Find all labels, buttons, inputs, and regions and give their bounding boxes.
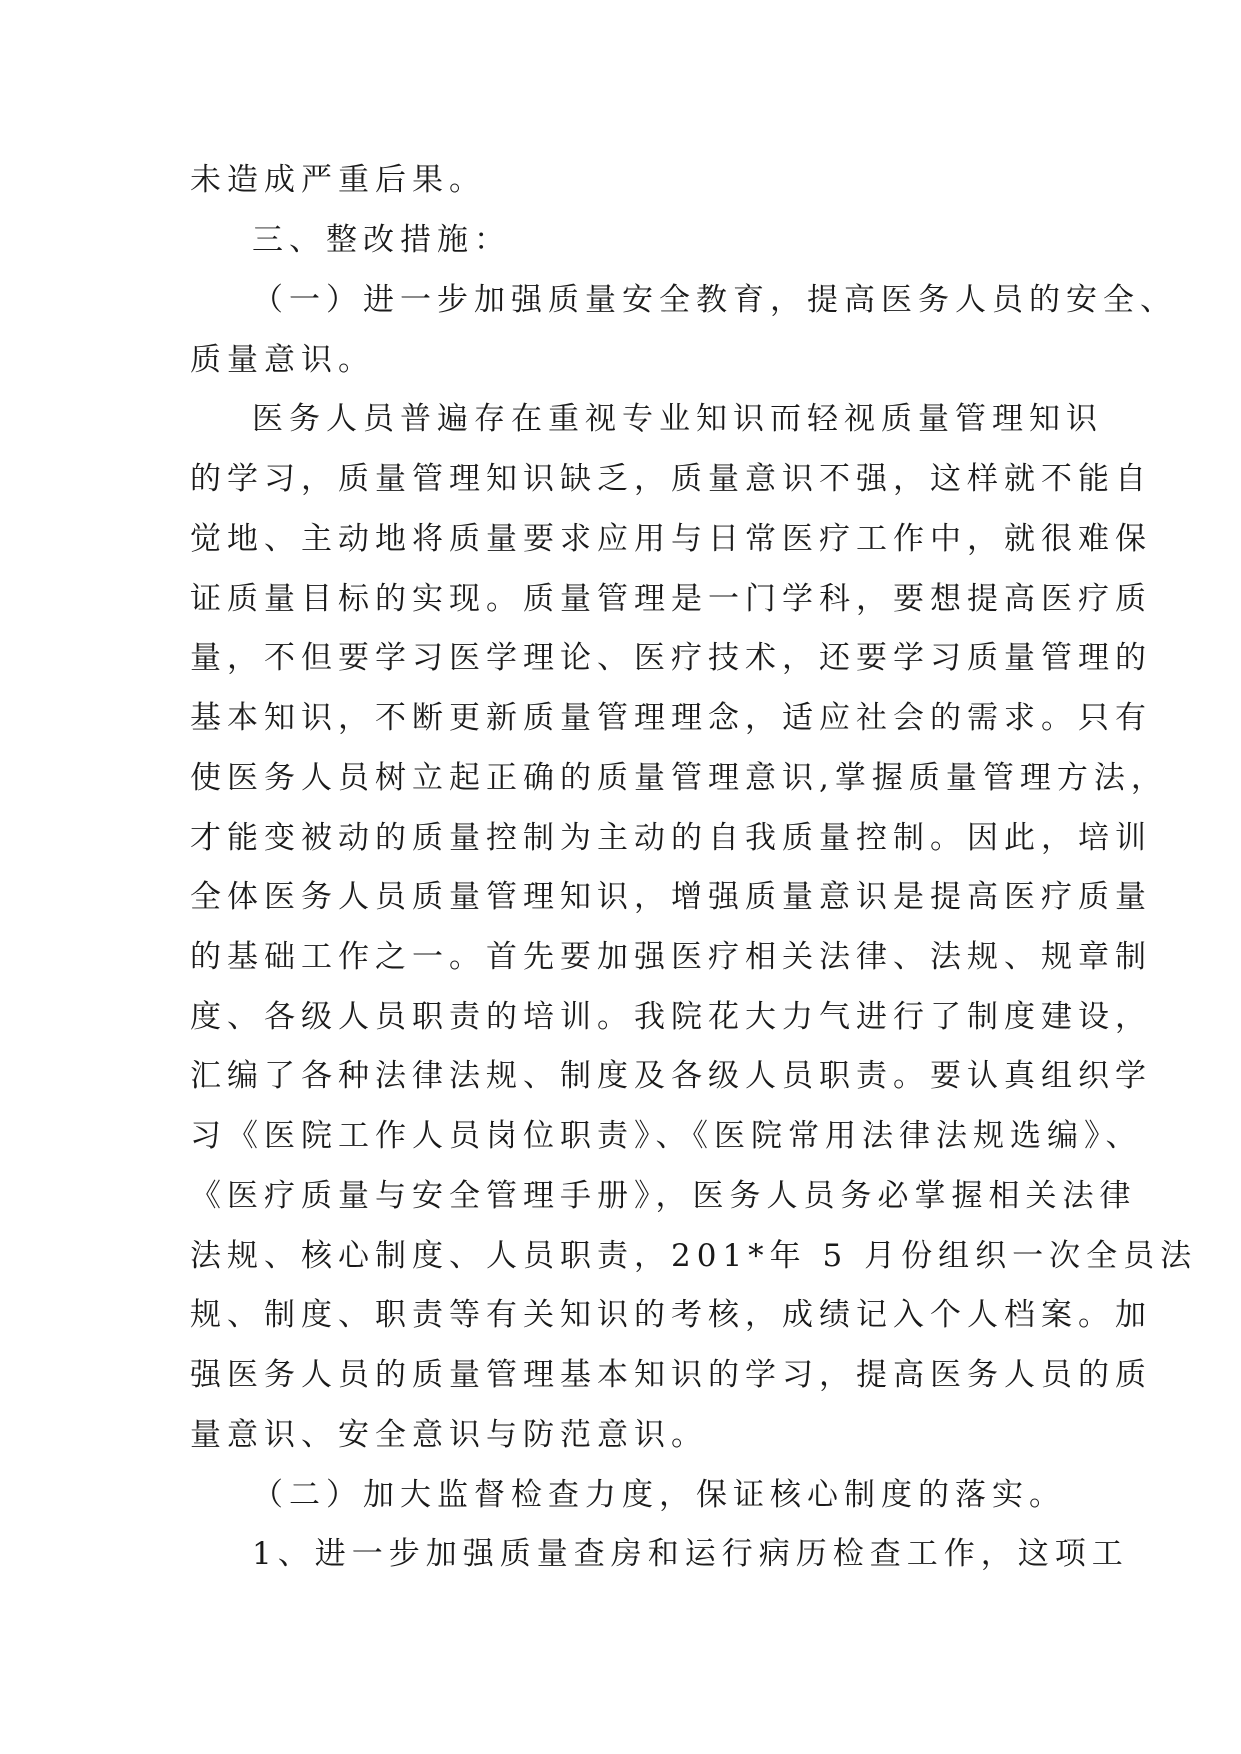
text-line: 才能变被动的质量控制为主动的自我质量控制。因此，培训 xyxy=(190,820,1152,856)
text-line: 习《医院工作人员岗位职责》、《医院常用法律法规选编》、 xyxy=(190,1118,1143,1154)
text-line: 质量意识。 xyxy=(190,342,375,378)
text-line: 规、制度、职责等有关知识的考核，成绩记入个人档案。加 xyxy=(190,1297,1152,1333)
subsection-heading: （一）进一步加强质量安全教育，提高医务人员的安全、 xyxy=(252,282,1177,318)
text-line: 基本知识，不断更新质量管理理念，适应社会的需求。只有 xyxy=(190,700,1152,736)
text-line: 1、进一步加强质量查房和运行病历检查工作，这项工 xyxy=(252,1536,1129,1572)
text-line: 汇编了各种法律法规、制度及各级人员职责。要认真组织学 xyxy=(190,1058,1152,1094)
text-line: 证质量目标的实现。质量管理是一门学科，要想提高医疗质 xyxy=(190,581,1152,617)
text-line: 强医务人员的质量管理基本知识的学习，提高医务人员的质 xyxy=(190,1357,1152,1393)
text-line: 法规、核心制度、人员职责，201*年 5 月份组织一次全员法 xyxy=(190,1238,1198,1274)
section-heading: 三、整改措施： xyxy=(252,222,511,258)
text-line: 的学习，质量管理知识缺乏，质量意识不强，这样就不能自 xyxy=(190,461,1152,497)
text-line: 《医疗质量与安全管理手册》，医务人员务必掌握相关法律 xyxy=(190,1178,1137,1214)
text-line: 度、各级人员职责的培训。我院花大力气进行了制度建设， xyxy=(190,999,1152,1035)
text-line: 量，不但要学习医学理论、医疗技术，还要学习质量管理的 xyxy=(190,640,1152,676)
text-line: 全体医务人员质量管理知识，增强质量意识是提高医疗质量 xyxy=(190,879,1152,915)
text-line: 觉地、主动地将质量要求应用与日常医疗工作中，就很难保 xyxy=(190,521,1152,557)
text-line: 医务人员普遍存在重视专业知识而轻视质量管理知识 xyxy=(252,401,1103,437)
text-line: 使医务人员树立起正确的质量管理意识,掌握质量管理方法， xyxy=(190,760,1168,796)
text-line: 未造成严重后果。 xyxy=(190,162,486,198)
text-line: 量意识、安全意识与防范意识。 xyxy=(190,1417,708,1453)
text-line: 的基础工作之一。首先要加强医疗相关法律、法规、规章制 xyxy=(190,939,1152,975)
subsection-heading: （二）加大监督检查力度，保证核心制度的落实。 xyxy=(252,1477,1066,1513)
